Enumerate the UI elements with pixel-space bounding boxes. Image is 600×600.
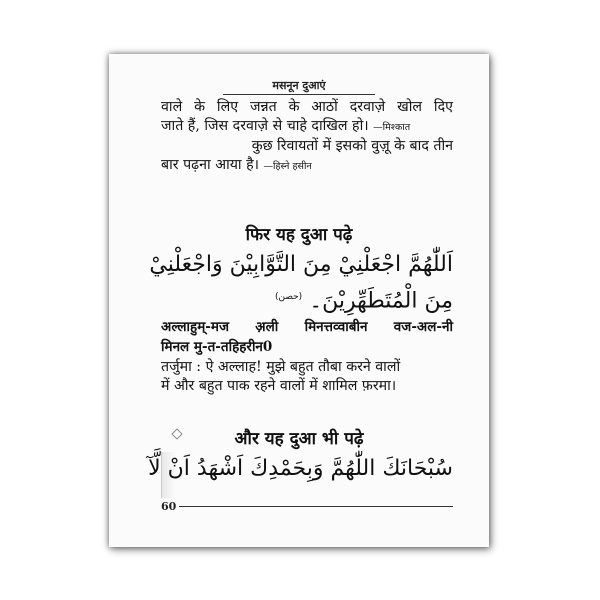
transliteration-line-1: अल्लाहुम्-मज अ़ली मिनत्तव्वाबीन वज-अल-नी [161, 319, 453, 335]
paragraph-line-2 [161, 117, 453, 137]
arabic-dua-line-1: اَللّٰهُمَّ اجْعَلْنِيْ مِنَ التَّوَّابِيْنَ وَاجْعَلْنِيْ [149, 252, 453, 277]
arabic-source: (حصن) [274, 292, 303, 302]
translation-line-1: तर्जुमा : ऐ अल्लाह! मुझे बहुत तौबा करने वालों [161, 359, 401, 375]
source-mishkat: —मिश्कात [373, 122, 411, 133]
arabic-dua-line-2-text: مِنَ الْمُتَطَهِّرِيْنَ۔ [309, 288, 453, 314]
paragraph-line-2-text: जाते हैं, जिस दरवाज़े से चाहे दाखिल हो। [161, 118, 369, 134]
paragraph-line-1: वाले के लिए जन्नत के आठों दरवाज़े खोल दिए [161, 99, 453, 115]
paragraph-line-4 [161, 156, 453, 176]
footer-rule [179, 506, 453, 507]
page-header: मसनून दुआएं [272, 79, 326, 92]
book-page [109, 54, 489, 547]
section-heading-1: फिर यह दुआ पढ़े [245, 225, 353, 245]
page-number: 60 [161, 500, 177, 513]
header-rule [223, 94, 375, 95]
arabic-dua-line-2 [161, 282, 453, 316]
translation-line-2: में और बहुत पाक रहने वालों में शामिल फ़रमा। [161, 378, 397, 394]
paragraph-line-4-text: बार पढ़ना आया है। [161, 157, 260, 173]
section-heading-2: और यह दुआ भी पढ़े [234, 429, 364, 449]
arabic-dua-2-line-1: سُبْحَانَكَ اللّٰهُمَّ وَبِحَمْدِكَ اَشْهَدُ اَنْ لَّآ [148, 456, 453, 481]
transliteration-line-2: मिनल मु-त-तहिहरीन0 [161, 339, 273, 355]
paragraph-line-3: कुछ रिवायतों में इसको वुज़ू के बाद तीन [251, 138, 453, 154]
source-hisne-haseen: —हिस्ने हसीन [263, 161, 312, 172]
